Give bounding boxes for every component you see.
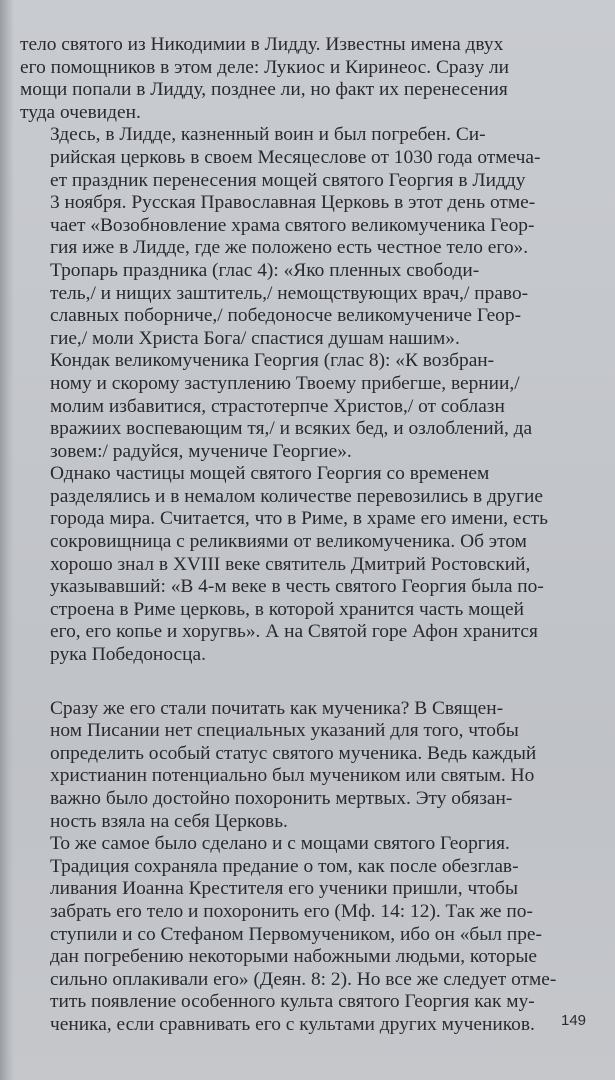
text-line: разделялись и в немалом количестве перевозились в другие: [50, 485, 543, 507]
text-line: вражиих воспевающим тя,/ и всяких бед, и озлоблений, да: [50, 418, 533, 440]
text-line: рийская церковь в своем Месяцеслове от 1030 года отмеча-: [50, 146, 541, 168]
paragraph-2: [20, 124, 576, 260]
text-line: строена в Риме церковь, в которой хранится часть мощей: [50, 598, 525, 620]
page-number: 149: [561, 1012, 587, 1029]
text-line: Тропарь праздника (глас 4): «Яко пленных свободи-: [50, 259, 480, 281]
text-line: Здесь, в Лидде, казненный воин и был погребен. Си-: [50, 124, 486, 146]
text-line: ность взяла на себя Церковь.: [50, 810, 288, 832]
text-line: ному и скорому заступлению Твоему прибегше, вернии,/: [50, 372, 520, 394]
text-line: сокровищница с реликвиями от великомученика. Об этом: [50, 531, 527, 553]
text-line: То же самое было сделано и с мощами святого Георгия.: [50, 833, 510, 855]
text-line: указывавший: «В 4-м веке в честь святого Георгия была по-: [50, 576, 544, 598]
text-line: тель,/ и нищих заштитель,/ немощствующих врач,/ право-: [50, 282, 529, 304]
text-line: его помощников в этом деле: Лукиос и Киринеос. Сразу ли: [20, 56, 510, 78]
text-line: Традиция сохраняла предание о том, как после обезглав-: [50, 855, 519, 877]
text-line: мощи попали в Лидду, позднее ли, но факт их перенесения: [20, 79, 508, 101]
text-line: ет праздник перенесения мощей святого Георгия в Лидду: [50, 169, 526, 191]
section-gap: [20, 667, 576, 698]
text-line: молим избавитися, страстотерпче Христов,/ от соблазн: [50, 395, 505, 417]
text-line: важно было достойно похоронить мертвых. Эту обязан-: [50, 788, 513, 809]
text-line: туда очевиден.: [20, 101, 141, 123]
paragraph-7: [20, 833, 576, 1036]
text-line: гия иже в Лидде, где же положено есть честное тело его».: [50, 237, 529, 259]
paragraph-3: [20, 260, 576, 350]
text-line: ном Писании нет специальных указаний для того, чтобы: [50, 720, 519, 742]
text-line: определить особый статус святого мученика. Ведь каждый: [50, 742, 537, 764]
text-line: его, его копье и хоругвь». А на Святой горе Афон хранится: [50, 621, 538, 643]
book-page-edge: [0, 0, 14, 1080]
text-line: Сразу же его стали почитать как мученика? В Священ-: [50, 697, 504, 719]
text-line: Однако частицы мощей святого Георгия со временем: [50, 463, 490, 485]
text-line: хорошо знал в XVIII веке святитель Дмитрий Ростовский,: [50, 553, 531, 575]
text-line: забрать его тело и похоронить его (Мф. 14: 12). Так же по-: [50, 900, 533, 922]
paragraph-4: [20, 350, 576, 463]
text-line: рука Победоносца.: [50, 644, 206, 666]
paragraph-5: [20, 463, 576, 666]
text-line: дан погребению некоторыми набожными людьми, которые: [50, 946, 538, 968]
text-line: сильно оплакивали его» (Деян. 8: 2). Но все же следует отме-: [50, 968, 557, 990]
text-line: города мира. Считается, что в Риме, в храме его имени, есть: [50, 508, 548, 530]
text-line: чает «Возобновление храма святого великомученика Геор-: [50, 214, 535, 236]
text-line: ченика, если сравнивать его с культами других мучеников.: [50, 1013, 535, 1035]
text-line: тело святого из Никодимии в Лидду. Известны имена двух: [20, 34, 504, 55]
text-line: ливания Иоанна Крестителя его ученики пришли, чтобы: [50, 878, 519, 900]
paragraph-1: [20, 34, 576, 124]
text-line: тить появление особенного культа святого Георгия как му-: [50, 991, 535, 1013]
text-line: 3 ноября. Русская Православная Церковь в этот день отме-: [50, 192, 536, 214]
page-body: [20, 34, 576, 1037]
text-line: славных поборниче,/ победоносче великомучениче Геор-: [50, 305, 522, 327]
text-line: ступили и со Стефаном Первомучеником, ибо он «был пре-: [50, 923, 542, 945]
text-line: христианин потенциально был мучеником или святым. Но: [50, 765, 535, 787]
paragraph-6: [20, 698, 576, 834]
text-line: зовем:/ радуйся, мучениче Георгие».: [50, 440, 352, 462]
text-line: Кондак великомученика Георгия (глас 8): «К возбран-: [50, 350, 495, 372]
text-line: гие,/ моли Христа Бога/ спастися душам нашим».: [50, 327, 460, 349]
